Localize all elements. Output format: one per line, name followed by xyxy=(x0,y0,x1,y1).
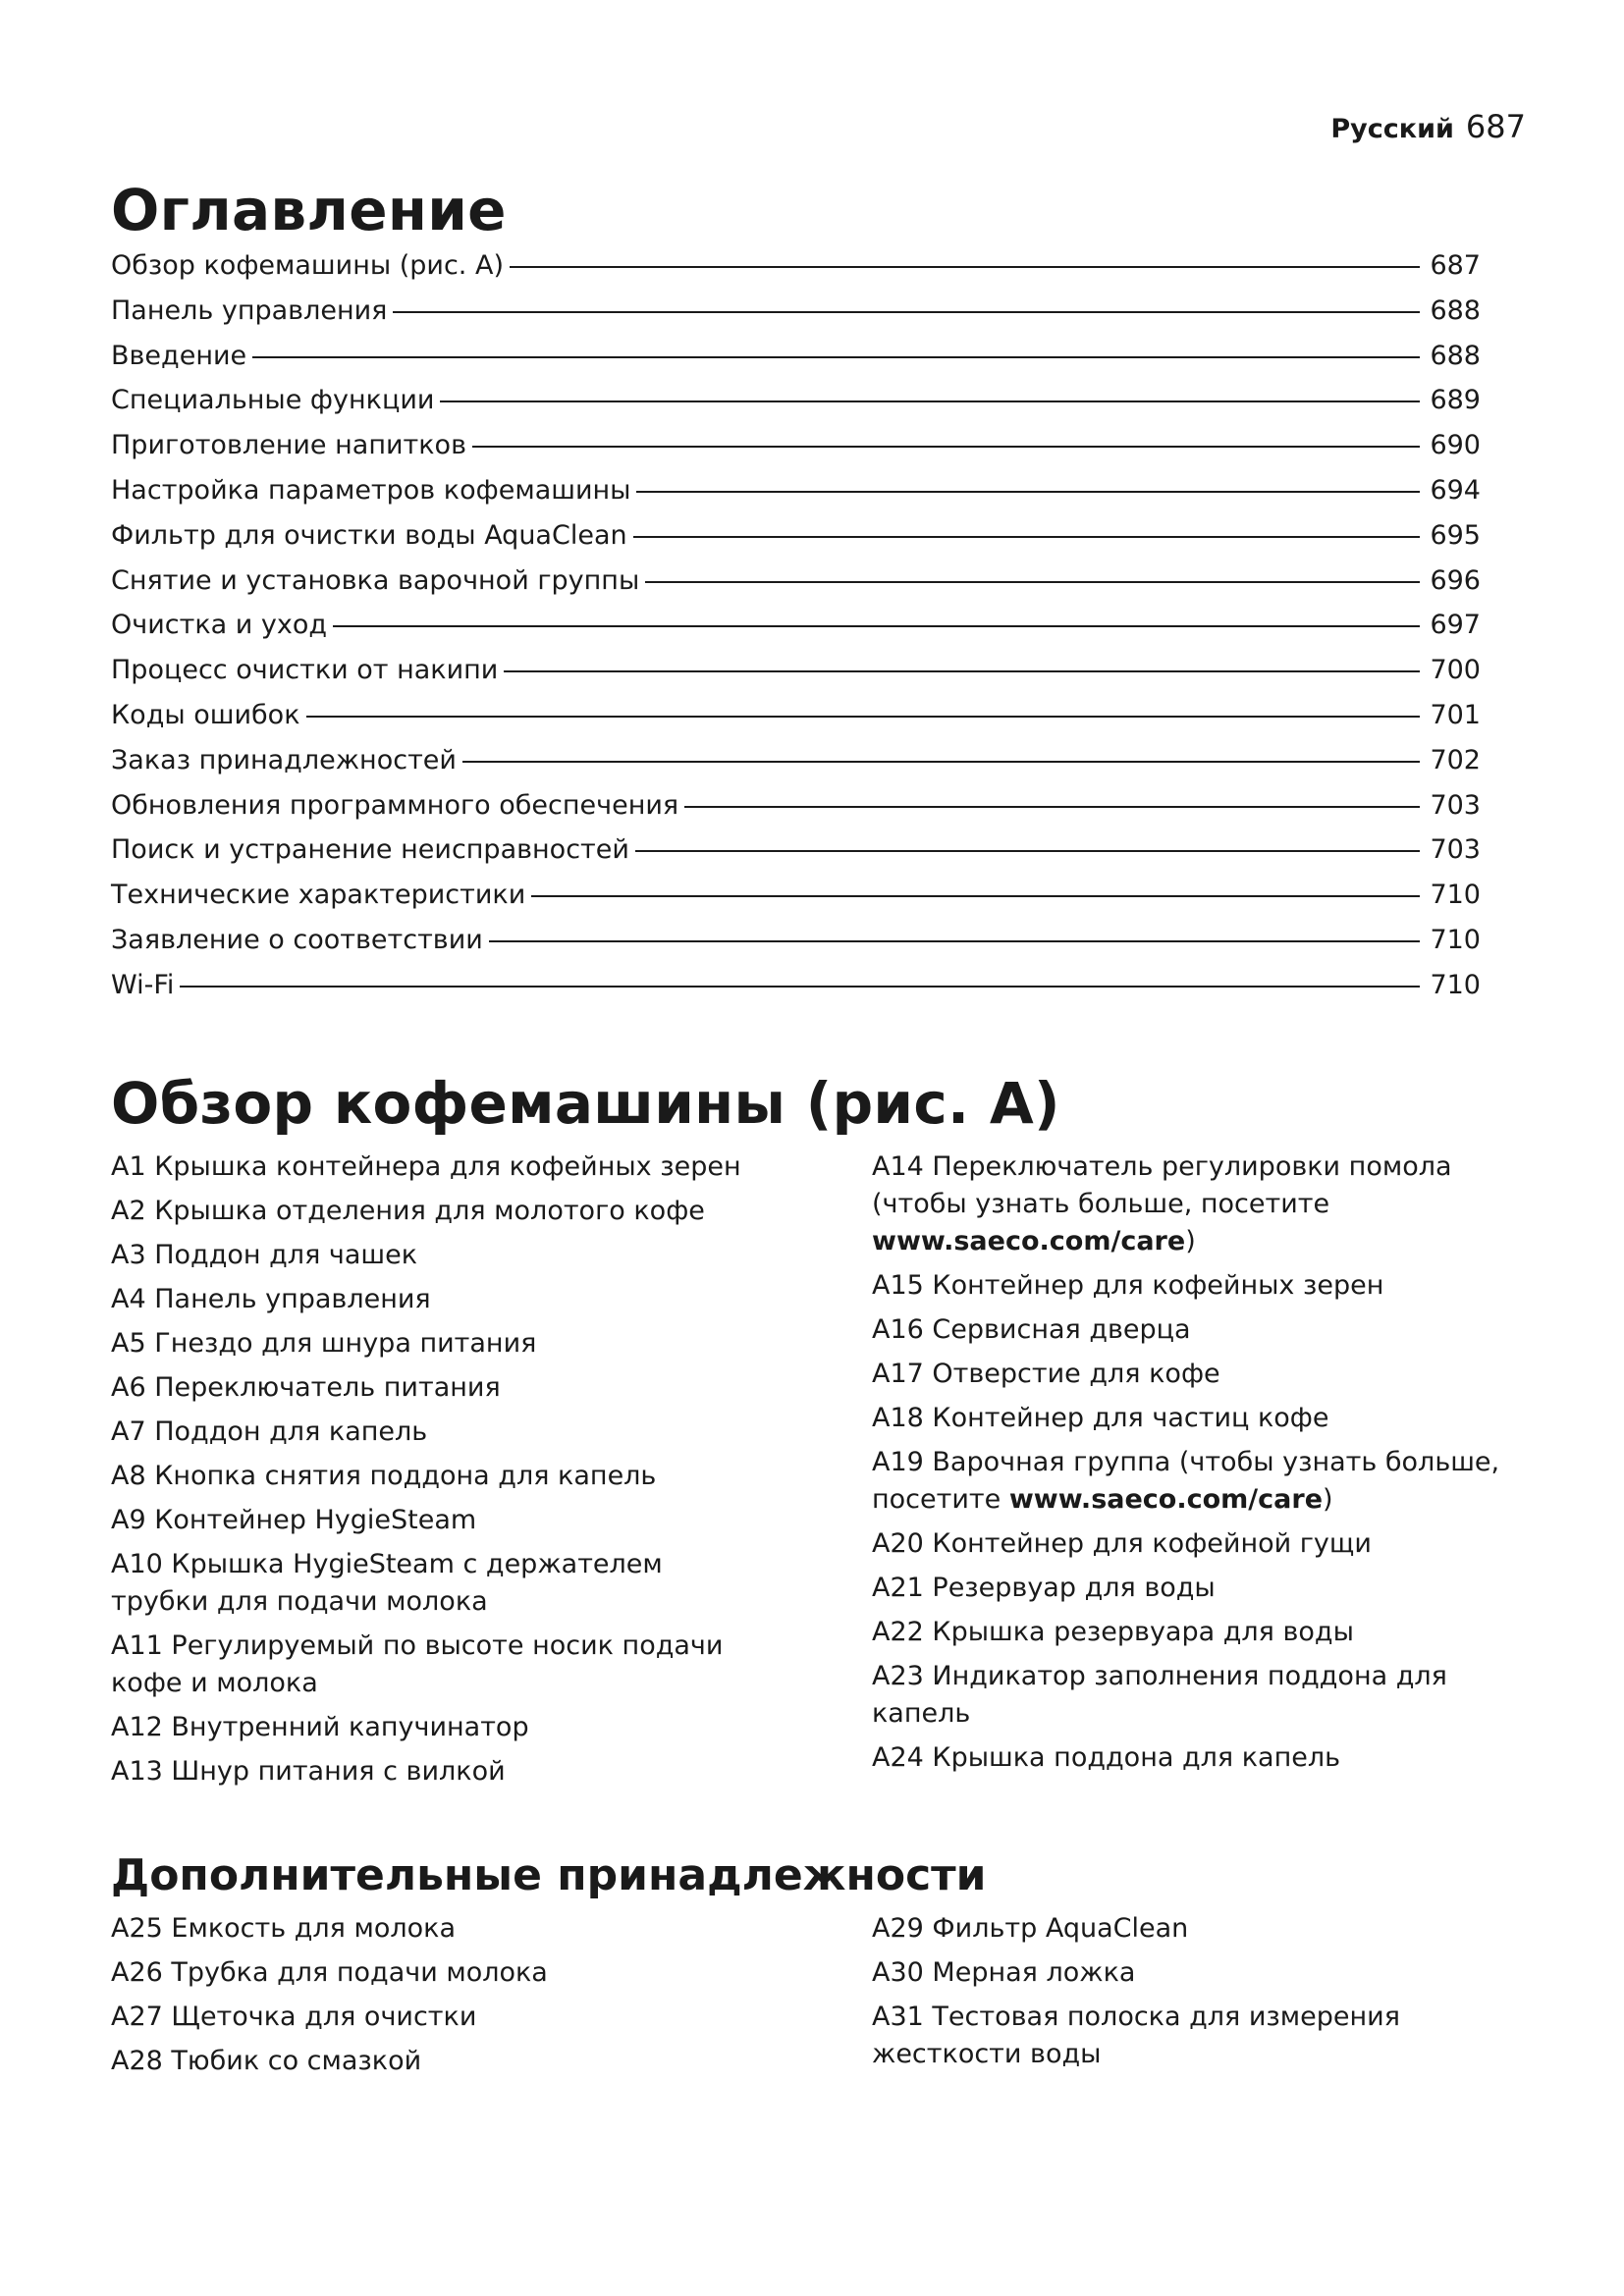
part-item: A7 Поддон для капель xyxy=(111,1416,428,1447)
toc-leader xyxy=(510,266,1420,268)
part-item: A23 Индикатор заполнения поддона для капель xyxy=(872,1661,1447,1729)
care-link[interactable]: www.saeco.com/care xyxy=(872,1226,1186,1256)
toc-leader xyxy=(531,895,1420,897)
toc-entry-page: 688 xyxy=(1430,294,1481,326)
part-item: A16 Сервисная дверца xyxy=(872,1314,1191,1345)
accessory-item: A25 Емкость для молока xyxy=(111,1913,456,1944)
toc-leader xyxy=(635,850,1420,852)
part-item: A17 Отверстие для кофе xyxy=(872,1359,1220,1389)
overview-title: Обзор кофемашины (рис. A) xyxy=(111,1070,1060,1137)
toc-entry-title: Технические характеристики xyxy=(111,880,526,911)
toc-leader xyxy=(333,625,1420,627)
part-item: A18 Контейнер для частиц кофе xyxy=(872,1403,1329,1433)
page-header xyxy=(1330,108,1526,145)
toc-title: Оглавление xyxy=(111,177,507,243)
toc-entry-page: 690 xyxy=(1430,430,1481,461)
toc-entry[interactable] xyxy=(111,834,1481,880)
toc-entry-title: Процесс очистки от накипи xyxy=(111,655,499,686)
toc-entry[interactable] xyxy=(111,565,1481,611)
toc-leader xyxy=(504,670,1420,672)
part-item: A8 Кнопка снятия поддона для капель xyxy=(111,1461,657,1491)
accessory-item: A27 Щеточка для очистки xyxy=(111,2002,477,2032)
toc-entry-title: Введение xyxy=(111,340,247,371)
accessories-title: Дополнительные принадлежности xyxy=(111,1850,987,1900)
toc-entry-page: 700 xyxy=(1430,655,1481,686)
toc-entry-title: Настройка параметров кофемашины xyxy=(111,474,631,506)
toc-entry-page: 687 xyxy=(1430,250,1481,281)
part-item: A1 Крышка контейнера для кофейных зерен xyxy=(111,1151,741,1182)
overview-parts-list xyxy=(111,1148,1515,1797)
overview-left-column xyxy=(111,1148,872,1797)
toc-leader xyxy=(393,311,1420,313)
part-item-text: A14 Переключатель регулировки помола (чтобы узнать больше, посетите xyxy=(872,1151,1452,1219)
part-item: A15 Контейнер для кофейных зерен xyxy=(872,1270,1384,1301)
toc-leader xyxy=(636,491,1420,493)
page-number: 687 xyxy=(1465,108,1526,145)
toc-entry-title: Поиск и устранение неисправностей xyxy=(111,834,629,866)
accessories-left-column xyxy=(111,1910,872,2087)
part-item: A22 Крышка резервуара для воды xyxy=(872,1617,1354,1647)
toc-leader xyxy=(633,536,1420,538)
toc-entry[interactable] xyxy=(111,295,1481,341)
accessories-right-column xyxy=(872,1910,1500,2087)
toc-entry[interactable] xyxy=(111,970,1481,1015)
toc-entry-title: Заявление о соответствии xyxy=(111,924,483,955)
toc-entry-title: Панель управления xyxy=(111,294,388,326)
part-item-text: ) xyxy=(1323,1484,1333,1515)
toc-leader xyxy=(462,761,1420,763)
part-item: A20 Контейнер для кофейной гущи xyxy=(872,1528,1372,1559)
part-item: A5 Гнездо для шнура питания xyxy=(111,1328,537,1359)
toc-entry-title: Wi-Fi xyxy=(111,969,175,1000)
toc-leader xyxy=(645,581,1420,583)
toc-leader xyxy=(472,446,1420,448)
part-item: A10 Крышка HygieSteam с держателем трубки для подачи молока xyxy=(111,1549,663,1617)
toc-entry-page: 702 xyxy=(1430,744,1481,775)
part-item: A13 Шнур питания с вилкой xyxy=(111,1756,506,1787)
toc-entry-page: 703 xyxy=(1430,834,1481,866)
care-link[interactable]: www.saeco.com/care xyxy=(1008,1484,1324,1515)
toc-entry-title: Очистка и уход xyxy=(111,610,328,641)
part-item: A4 Панель управления xyxy=(111,1284,431,1314)
part-item xyxy=(872,1148,1461,1260)
part-item: A9 Контейнер HygieSteam xyxy=(111,1505,477,1535)
toc-entry-title: Обзор кофемашины (рис. A) xyxy=(111,250,504,281)
toc-leader xyxy=(306,716,1420,718)
toc-entry[interactable] xyxy=(111,430,1481,475)
toc-entry[interactable] xyxy=(111,385,1481,430)
toc-entry-title: Фильтр для очистки воды AquaClean xyxy=(111,519,627,551)
toc-entry[interactable] xyxy=(111,520,1481,565)
toc-entry-title: Заказ принадлежностей xyxy=(111,744,457,775)
toc-entry-page: 695 xyxy=(1430,519,1481,551)
part-item: A24 Крышка поддона для капель xyxy=(872,1742,1341,1773)
part-item-text: ) xyxy=(1185,1226,1196,1256)
toc-entry[interactable] xyxy=(111,250,1481,295)
toc-entry-page: 694 xyxy=(1430,474,1481,506)
toc-entry-page: 689 xyxy=(1430,385,1481,416)
toc-entry[interactable] xyxy=(111,790,1481,835)
language-label: Русский xyxy=(1330,114,1454,144)
part-item: A11 Регулируемый по высоте носик подачи кофе и молока xyxy=(111,1630,724,1698)
toc-entry-page: 697 xyxy=(1430,610,1481,641)
toc-entry-title: Снятие и установка варочной группы xyxy=(111,564,640,596)
toc-entry-page: 710 xyxy=(1430,969,1481,1000)
toc-entry[interactable] xyxy=(111,475,1481,520)
toc-entry-title: Коды ошибок xyxy=(111,699,300,730)
part-item: A12 Внутренний капучинатор xyxy=(111,1712,529,1742)
part-item: A6 Переключатель питания xyxy=(111,1372,501,1403)
part-item-text: A19 Варочная группа (чтобы узнать больше, посетите xyxy=(872,1447,1500,1515)
toc-entry[interactable] xyxy=(111,880,1481,925)
toc-entry[interactable] xyxy=(111,745,1481,790)
toc-entry-title: Приготовление напитков xyxy=(111,430,466,461)
toc-entry-page: 703 xyxy=(1430,789,1481,821)
toc-entry[interactable] xyxy=(111,655,1481,700)
accessory-item: A29 Фильтр AquaClean xyxy=(872,1913,1189,1944)
part-item: A2 Крышка отделения для молотого кофе xyxy=(111,1196,705,1226)
toc-entry-page: 701 xyxy=(1430,699,1481,730)
accessory-item: A28 Тюбик со смазкой xyxy=(111,2046,422,2076)
toc-leader xyxy=(440,400,1420,402)
toc-leader xyxy=(684,806,1420,808)
toc-entry-page: 710 xyxy=(1430,924,1481,955)
toc-entry-page: 696 xyxy=(1430,564,1481,596)
accessory-item: A26 Трубка для подачи молока xyxy=(111,1957,548,1988)
toc-entry-title: Специальные функции xyxy=(111,385,435,416)
toc-entry[interactable] xyxy=(111,341,1481,386)
toc-entry[interactable] xyxy=(111,610,1481,655)
table-of-contents xyxy=(111,250,1481,1015)
part-item: A3 Поддон для чашек xyxy=(111,1240,418,1270)
accessory-item: A30 Мерная ложка xyxy=(872,1957,1136,1988)
part-item: A21 Резервуар для воды xyxy=(872,1573,1216,1603)
toc-leader xyxy=(252,356,1420,358)
toc-entry[interactable] xyxy=(111,700,1481,745)
toc-leader xyxy=(180,986,1420,988)
overview-right-column xyxy=(872,1148,1500,1797)
accessories-list xyxy=(111,1910,1515,2087)
toc-leader xyxy=(489,940,1420,942)
accessory-item: A31 Тестовая полоска для измерения жесткости воды xyxy=(872,2002,1400,2069)
toc-entry-page: 710 xyxy=(1430,880,1481,911)
toc-entry[interactable] xyxy=(111,925,1481,970)
toc-entry-title: Обновления программного обеспечения xyxy=(111,789,679,821)
part-item xyxy=(872,1444,1500,1519)
toc-entry-page: 688 xyxy=(1430,340,1481,371)
